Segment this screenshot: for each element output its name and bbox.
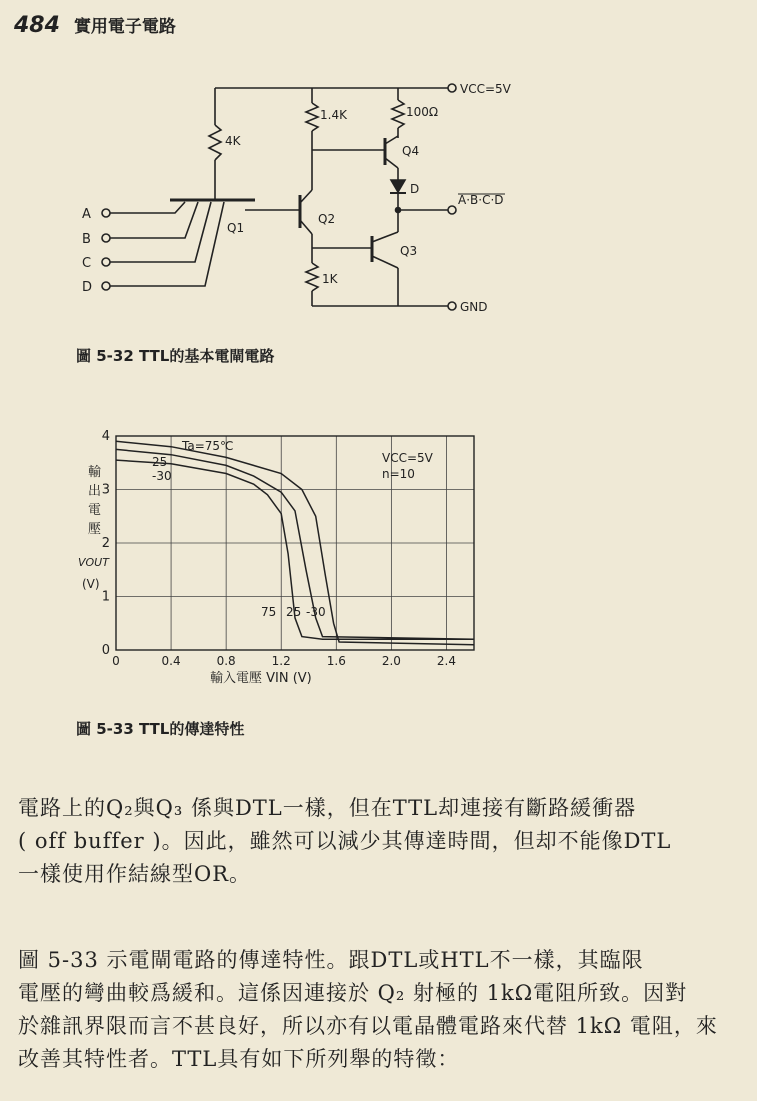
ylabel-line-5: VOUT: [78, 556, 109, 569]
x-tick-label: 1.6: [326, 654, 346, 668]
curve-label-75: 75: [261, 605, 277, 619]
annotation-ta: Ta=75℃: [182, 439, 234, 453]
ylabel-line-6: (V): [82, 577, 100, 591]
curve-label-minus30: -30: [306, 605, 326, 619]
label-r-1k: 1K: [322, 272, 338, 286]
label-q4: Q4: [402, 144, 420, 158]
label-r-100: 100Ω: [406, 105, 439, 119]
label-diode: D: [410, 182, 420, 196]
label-gnd: GND: [460, 300, 488, 314]
figure-532-caption: 圖 5-32 TTL的基本電閘電路: [76, 347, 275, 365]
paragraph-1: [18, 792, 744, 891]
page-number: 484: [14, 13, 60, 38]
annotation-vcc: VCC=5V: [382, 451, 433, 465]
paragraph-2-line: 圖 5-33 示電閘電路的傳達特性。跟DTL或HTL不一樣，其臨限: [18, 948, 644, 972]
x-tick-label: 0: [112, 654, 120, 668]
ylabel-line-4: 壓: [88, 522, 102, 537]
y-tick-label: 4: [101, 429, 110, 444]
ylabel-line-1: 輸: [88, 465, 102, 480]
label-r-4k: 4K: [225, 134, 241, 148]
ttl-transfer-chart: [60, 420, 480, 700]
page-header: [14, 12, 176, 38]
label-q2: Q2: [318, 212, 336, 226]
label-r-14k: 1.4K: [320, 108, 347, 122]
label-output: A·B·C·D: [458, 193, 504, 207]
figure-533-caption: 圖 5-33 TTL的傳達特性: [76, 720, 245, 738]
y-tick-label: 1: [101, 589, 110, 605]
paragraph-1-line: 電路上的Q₂與Q₃ 係與DTL一樣，但在TTL却連接有斷路緩衝器: [18, 796, 637, 820]
ttl-circuit-diagram: [60, 75, 540, 325]
input-label-c: C: [82, 256, 92, 271]
annotation-n: n=10: [382, 467, 415, 481]
x-tick-label: 2.4: [436, 654, 457, 668]
x-tick-label: 2.0: [381, 654, 401, 668]
paragraph-2-line: 改善其特性者。TTL具有如下所列舉的特徵：: [18, 1047, 460, 1071]
curve-label-25: 25: [286, 605, 302, 619]
paragraph-2-line: 於雜訊界限而言不甚良好，所以亦有以電晶體電路來代替 1kΩ 電阻，來: [18, 1014, 718, 1038]
label-q3: Q3: [400, 244, 418, 258]
x-axis-label: 輸入電壓 VIN (V): [210, 671, 312, 686]
ylabel-line-2: 出: [88, 484, 102, 499]
label-q1: Q1: [227, 221, 245, 235]
paragraph-1-line: 一樣使用作結線型OR。: [18, 862, 252, 886]
y-tick-label: 0: [101, 643, 110, 658]
ylabel-line-3: 電: [88, 503, 102, 518]
x-tick-label: 0.8: [216, 654, 236, 668]
input-label-b: B: [82, 232, 91, 247]
paragraph-1-line: ( off buffer )。因此，雖然可以減少其傳達時間，但却不能像DTL: [18, 829, 672, 853]
x-tick-label: 0.4: [161, 654, 181, 668]
label-vcc: VCC=5V: [460, 82, 511, 96]
input-label-d: D: [82, 280, 93, 295]
paragraph-2: [18, 944, 744, 1076]
y-tick-label: 3: [101, 482, 110, 498]
annotation-minus30: -30: [152, 469, 172, 483]
book-title: 實用電子電路: [73, 17, 176, 37]
annotation-25: 25: [152, 455, 168, 469]
y-tick-label: 2: [101, 536, 110, 551]
input-label-a: A: [82, 207, 91, 222]
x-tick-label: 1.2: [271, 654, 291, 668]
paragraph-2-line: 電壓的彎曲較爲緩和。這係因連接於 Q₂ 射極的 1kΩ電阻所致。因對: [18, 981, 688, 1005]
